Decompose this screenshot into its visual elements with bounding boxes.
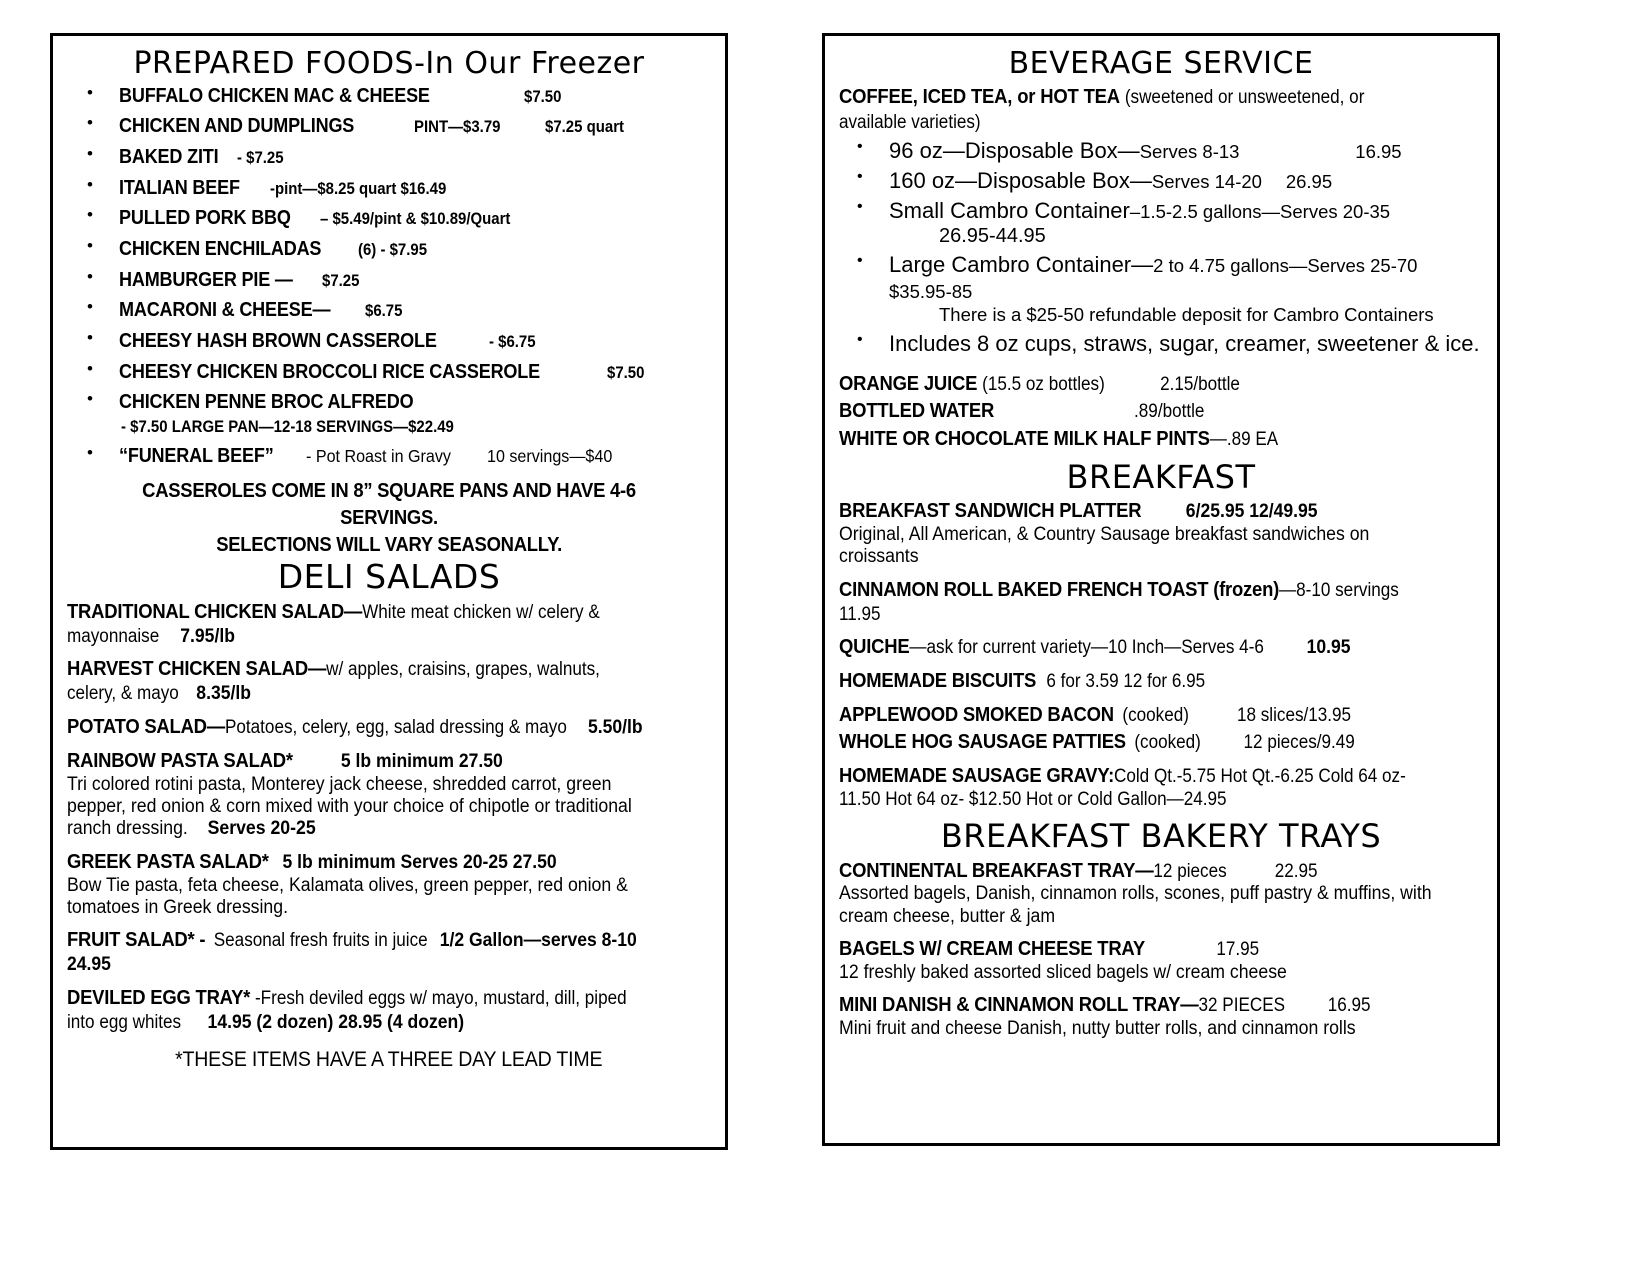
breakfast-price: 18 slices/13.95 bbox=[1236, 704, 1352, 726]
list-item bbox=[839, 138, 1483, 165]
item-name: CHICKEN ENCHILADAS bbox=[119, 236, 322, 260]
item-name: ITALIAN BEEF bbox=[119, 175, 240, 199]
cambro-deposit-note: There is a $25-50 refundable deposit for Cambro Containers bbox=[939, 304, 1434, 326]
list-item bbox=[67, 268, 711, 292]
deli-salads-heading: DELI SALADS bbox=[277, 557, 501, 597]
item-name: MACARONI & CHEESE— bbox=[119, 298, 331, 322]
salad-title: HARVEST CHICKEN SALAD— bbox=[67, 657, 327, 681]
item-detail: $6.75 bbox=[364, 301, 403, 321]
drink-price: .89/bottle bbox=[1134, 401, 1205, 423]
beverage-includes-note: Includes 8 oz cups, straws, sugar, creamer, sweetener & ice. bbox=[889, 330, 1480, 356]
breakfast-title: WHOLE HOG SAUSAGE PATTIES bbox=[839, 729, 1126, 753]
breakfast-title: HOMEMADE BISCUITS bbox=[839, 669, 1037, 693]
salad-entry bbox=[67, 656, 711, 706]
bakery-price: 22.95 bbox=[1274, 860, 1318, 882]
breakfast-title: HOMEMADE SAUSAGE GRAVY: bbox=[839, 763, 1115, 787]
item-detail: - $7.50 LARGE PAN—12-18 SERVINGS—$22.49 bbox=[121, 416, 454, 436]
salad-entry bbox=[67, 849, 711, 920]
breakfast-detail: (cooked) bbox=[1134, 731, 1201, 753]
item-name: HAMBURGER PIE — bbox=[119, 267, 293, 291]
item-name: CHICKEN PENNE BROC ALFREDO bbox=[119, 390, 414, 414]
salad-title: DEVILED EGG TRAY* bbox=[67, 985, 251, 1009]
breakfast-price: 10.95 bbox=[1306, 636, 1351, 659]
lead-time-note: *THESE ITEMS HAVE A THREE DAY LEAD TIME bbox=[175, 1048, 603, 1072]
salad-title: POTATO SALAD— bbox=[67, 714, 226, 738]
salad-servings: Serves 20-25 bbox=[207, 818, 316, 840]
coffee-varieties-note: (sweetened or unsweetened, or available varieties) bbox=[839, 86, 1365, 134]
list-item bbox=[67, 237, 711, 261]
salad-description: w/ apples, craisins, grapes, walnuts, celery, & mayo bbox=[67, 659, 600, 705]
list-item bbox=[67, 84, 711, 108]
item-detail: (6) - $7.95 bbox=[358, 239, 428, 259]
salad-price: 7.95/lb bbox=[180, 624, 235, 647]
breakfast-detail: —ask for current variety—10 Inch—Serves 4-6 bbox=[909, 637, 1264, 659]
beverage-price: 16.95 bbox=[1355, 140, 1402, 162]
drink-detail: (15.5 oz bottles) bbox=[982, 373, 1105, 395]
beverage-price: 26.95 bbox=[1285, 170, 1333, 192]
list-item bbox=[67, 298, 711, 322]
list-item bbox=[67, 329, 711, 353]
salad-price: 8.35/lb bbox=[196, 682, 251, 705]
breakfast-heading: BREAKFAST bbox=[1066, 457, 1256, 496]
salad-title: RAINBOW PASTA SALAD* bbox=[67, 748, 293, 772]
breakfast-price: 12 pieces/9.49 bbox=[1243, 731, 1355, 753]
list-item bbox=[67, 114, 711, 138]
item-name: CHICKEN AND DUMPLINGS bbox=[119, 114, 355, 138]
drink-title: ORANGE JUICE bbox=[839, 371, 978, 395]
salad-entry bbox=[67, 985, 711, 1035]
breakfast-entry bbox=[839, 634, 1483, 660]
salad-description: White meat chicken w/ celery & mayonnaise bbox=[67, 601, 600, 647]
item-detail: – $5.49/pint & $10.89/Quart bbox=[319, 209, 511, 229]
prepared-foods-heading: PREPARED FOODS-In Our Freezer bbox=[133, 46, 645, 81]
beverage-name: Small Cambro Container bbox=[889, 197, 1130, 223]
item-detail: - $6.75 bbox=[489, 332, 537, 351]
beverage-name: 96 oz—Disposable Box— bbox=[889, 137, 1140, 163]
salad-price: 1/2 Gallon—serves 8-10 24.95 bbox=[67, 929, 637, 976]
breakfast-entry bbox=[839, 702, 1483, 728]
bakery-title: CONTINENTAL BREAKFAST TRAY— bbox=[839, 858, 1154, 882]
salad-description: Potatoes, celery, egg, salad dressing & mayo bbox=[225, 716, 567, 738]
prepared-foods-panel bbox=[50, 33, 728, 1150]
breakfast-title: BREAKFAST SANDWICH PLATTER bbox=[839, 499, 1142, 523]
drink-price: —.89 EA bbox=[1209, 428, 1279, 450]
bakery-detail: 32 PIECES bbox=[1198, 995, 1286, 1017]
breakfast-entry bbox=[839, 729, 1483, 755]
salad-price: 5 lb minimum Serves 20-25 27.50 bbox=[282, 850, 557, 873]
salad-description: Seasonal fresh fruits in juice bbox=[213, 930, 428, 952]
list-item bbox=[839, 198, 1483, 249]
casserole-note bbox=[67, 478, 711, 558]
salad-sub-description: Bow Tie pasta, feta cheese, Kalamata olives, green pepper, red onion & tomatoes in Greek dressing. bbox=[67, 874, 628, 918]
beverage-breakfast-panel bbox=[822, 33, 1500, 1146]
list-item-funeral-beef bbox=[67, 444, 711, 468]
breakfast-entry bbox=[839, 498, 1483, 569]
coffee-entry bbox=[839, 84, 1483, 136]
beverage-list bbox=[839, 138, 1483, 358]
list-item bbox=[67, 390, 711, 437]
item-description: - Pot Roast in Gravy bbox=[306, 446, 452, 467]
item-detail: $7.25 bbox=[321, 270, 360, 290]
item-price: 10 servings—$40 bbox=[487, 446, 613, 467]
beverage-service-heading: BEVERAGE SERVICE bbox=[1008, 46, 1314, 81]
breakfast-detail: —8-10 servings 11.95 bbox=[839, 579, 1399, 625]
salad-entry bbox=[67, 599, 711, 649]
breakfast-entry bbox=[839, 668, 1483, 694]
item-name: BUFFALO CHICKEN MAC & CHEESE bbox=[119, 83, 430, 107]
salad-price: 5 lb minimum 27.50 bbox=[340, 749, 503, 772]
item-name: PULLED PORK BBQ bbox=[119, 206, 291, 230]
drink-title: WHITE OR CHOCOLATE MILK HALF PINTS bbox=[839, 426, 1210, 450]
bakery-entry bbox=[839, 858, 1483, 929]
breakfast-description: Original, All American, & Country Sausage breakfast sandwiches on croissants bbox=[839, 524, 1370, 568]
salad-price: 14.95 (2 dozen) 28.95 (4 dozen) bbox=[207, 1010, 465, 1033]
beverage-detail: Serves 14-20 bbox=[1151, 170, 1262, 192]
casserole-note-line2: SELECTIONS WILL VARY SEASONALLY. bbox=[216, 532, 562, 556]
breakfast-detail: (cooked) bbox=[1122, 704, 1189, 726]
list-item bbox=[67, 176, 711, 200]
beverage-name: 160 oz—Disposable Box— bbox=[889, 167, 1152, 193]
bakery-price: 16.95 bbox=[1327, 995, 1371, 1017]
salad-description: -Fresh deviled eggs w/ mayo, mustard, dill, piped into egg whites bbox=[67, 987, 627, 1033]
list-item bbox=[67, 145, 711, 169]
breakfast-title: CINNAMON ROLL BAKED FRENCH TOAST (frozen) bbox=[839, 577, 1280, 601]
salad-entry bbox=[67, 714, 711, 740]
item-name: BAKED ZITI bbox=[119, 144, 219, 168]
bakery-title: BAGELS W/ CREAM CHEESE TRAY bbox=[839, 937, 1145, 961]
bakery-description: 12 freshly baked assorted sliced bagels w/ cream cheese bbox=[839, 962, 1287, 984]
salad-entry bbox=[67, 748, 711, 841]
breakfast-detail: 6 for 3.59 12 for 6.95 bbox=[1046, 671, 1206, 693]
bakery-description: Mini fruit and cheese Danish, nutty butter rolls, and cinnamon rolls bbox=[839, 1018, 1356, 1040]
bakery-title: MINI DANISH & CINNAMON ROLL TRAY— bbox=[839, 993, 1199, 1017]
drink-entry bbox=[839, 371, 1483, 398]
bakery-entry bbox=[839, 936, 1483, 984]
beverage-detail: Serves 8-13 bbox=[1139, 140, 1240, 162]
salad-sub-description: Tri colored rotini pasta, Monterey jack cheese, shredded carrot, green pepper, red onion & corn mixed with your choice of chipotle or traditional ranch dressing. bbox=[67, 773, 632, 840]
bakery-entry bbox=[839, 992, 1483, 1040]
item-detail: $7.50 bbox=[606, 362, 645, 382]
drink-price: 2.15/bottle bbox=[1160, 373, 1240, 395]
bakery-detail: 12 pieces bbox=[1153, 860, 1227, 882]
salad-title: TRADITIONAL CHICKEN SALAD— bbox=[67, 599, 363, 623]
list-item bbox=[839, 331, 1483, 358]
item-name: “FUNERAL BEEF” bbox=[119, 444, 274, 468]
salad-price: 5.50/lb bbox=[587, 715, 643, 738]
breakfast-entry bbox=[839, 763, 1483, 813]
list-item bbox=[67, 206, 711, 230]
prepared-foods-list bbox=[67, 84, 711, 469]
salad-title: GREEK PASTA SALAD* bbox=[67, 849, 269, 873]
salad-entry bbox=[67, 927, 711, 977]
breakfast-entry bbox=[839, 577, 1483, 627]
bakery-description: Assorted bagels, Danish, cinnamon rolls, scones, puff pastry & muffins, with cream cheese, butter & jam bbox=[839, 883, 1432, 927]
item-detail: - $7.25 bbox=[237, 147, 285, 167]
item-detail: -pint—$8.25 quart $16.49 bbox=[269, 178, 446, 198]
list-item bbox=[839, 252, 1483, 327]
item-name: CHEESY CHICKEN BROCCOLI RICE CASSEROLE bbox=[119, 359, 540, 383]
bakery-trays-heading: BREAKFAST BAKERY TRAYS bbox=[940, 817, 1382, 856]
breakfast-detail: Cold Qt.-5.75 Hot Qt.-6.25 Cold 64 oz-11.50 Hot 64 oz- $12.50 Hot or Cold Gallon—24.95 bbox=[839, 765, 1406, 811]
breakfast-price: 6/25.95 12/49.95 bbox=[1185, 500, 1318, 523]
item-price: $7.25 quart bbox=[545, 117, 625, 137]
item-price: $7.50 bbox=[523, 86, 562, 106]
casserole-note-line1: CASSEROLES COME IN 8” SQUARE PANS AND HAVE 4-6 SERVINGS. bbox=[142, 479, 636, 529]
list-item bbox=[839, 168, 1483, 195]
breakfast-title: QUICHE bbox=[839, 635, 910, 659]
item-detail: PINT—$3.79 bbox=[413, 117, 501, 137]
beverage-price-range: 26.95-44.95 bbox=[939, 225, 1046, 248]
drink-entry bbox=[839, 398, 1483, 425]
beverage-name: Large Cambro Container— bbox=[889, 251, 1154, 277]
bakery-price: 17.95 bbox=[1216, 939, 1260, 961]
coffee-title: COFFEE, ICED TEA, or HOT TEA bbox=[839, 84, 1120, 108]
beverage-detail: –1.5-2.5 gallons—Serves 20-35 bbox=[1129, 200, 1391, 222]
drink-entry bbox=[839, 426, 1483, 453]
beverage-detail: 2 to 4.75 gallons—Serves 25-70 $35.95-85 bbox=[889, 254, 1418, 302]
list-item bbox=[67, 360, 711, 384]
salad-title: FRUIT SALAD* - bbox=[67, 928, 206, 952]
drink-title: BOTTLED WATER bbox=[839, 399, 995, 423]
breakfast-title: APPLEWOOD SMOKED BACON bbox=[839, 702, 1114, 726]
item-name: CHEESY HASH BROWN CASSEROLE bbox=[119, 329, 437, 352]
